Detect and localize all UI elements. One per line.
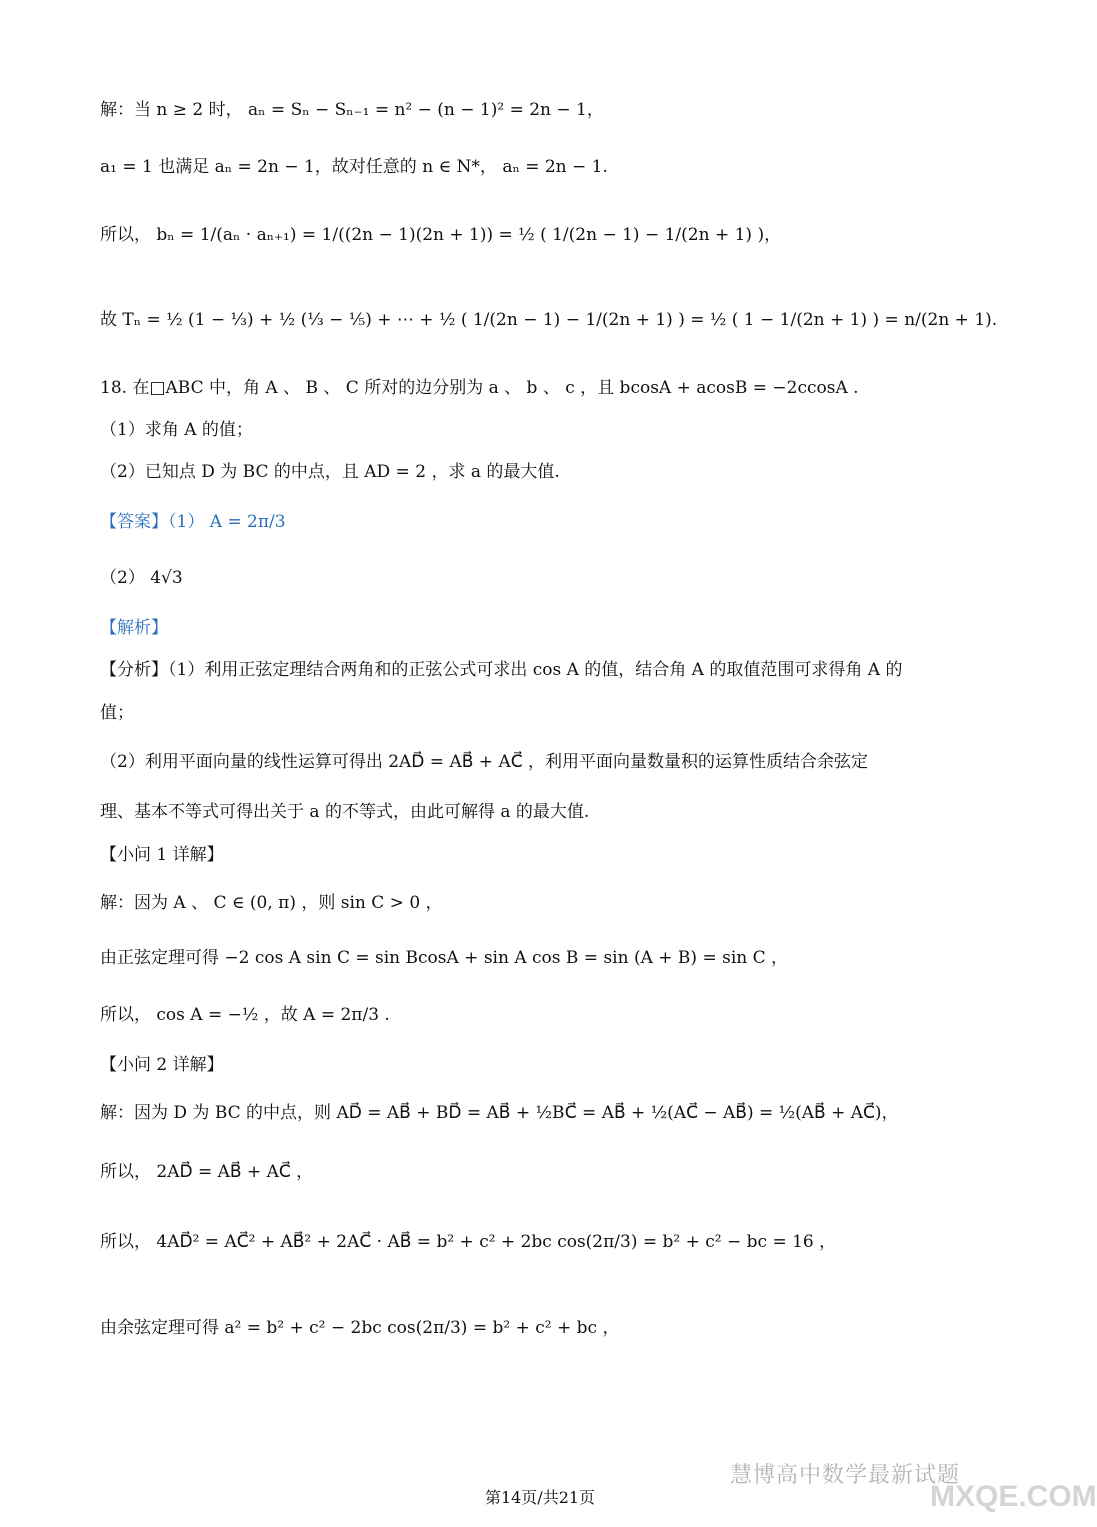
answer-part-2: （2） 4√3 [100, 568, 183, 588]
text-line: a₁ = 1 也满足 aₙ = 2n − 1，故对任意的 n ∈ N*， aₙ = 2n − 1. [100, 157, 608, 177]
text-line: 【分析】（1）利用正弦定理结合两角和的正弦公式可求出 cos A 的值，结合角 A 的取值范围可求得角 A 的 [100, 660, 903, 680]
page-footer: 第14页/共21页 [484, 1488, 596, 1507]
section-heading: 【小问 2 详解】 [100, 1055, 224, 1075]
watermark-logo: MXQE.COM [930, 1480, 1097, 1513]
watermark: 慧博高中数学最新试题 [730, 1463, 961, 1488]
text-line: 值； [100, 703, 134, 723]
text-line: 所以， 4AD⃗² = AC⃗² + AB⃗² + 2AC⃗ · AB⃗ = b² + c² + 2bc cos(2π/3) = b² + c² − bc = 16 ， [100, 1232, 837, 1252]
analysis-heading: 【解析】 [100, 618, 168, 638]
section-heading: 【小问 1 详解】 [100, 845, 224, 865]
text-line: 所以， bₙ = 1/(aₙ · aₙ₊₁) = 1/((2n − 1)(2n + 1)) = ½ ( 1/(2n − 1) − 1/(2n + 1) )， [100, 225, 782, 245]
text-line: 所以， 2AD⃗ = AB⃗ + AC⃗ ， [100, 1162, 314, 1182]
answer-line: 【答案】（1） A = 2π/3 [100, 512, 286, 532]
text-line: 解：因为 D 为 BC 的中点，则 AD⃗ = AB⃗ + BD⃗ = AB⃗ + ½BC⃗ = AB⃗ + ½(AC⃗ − AB⃗) = ½(AB⃗ + AC⃗)， [100, 1103, 899, 1123]
question-part-2: （2）已知点 D 为 BC 的中点，且 AD = 2 ，求 a 的最大值. [100, 462, 560, 482]
text-line: 由余弦定理可得 a² = b² + c² − 2bc cos(2π/3) = b² + c² + bc ， [100, 1318, 620, 1338]
text-line: 理、基本不等式可得出关于 a 的不等式，由此可解得 a 的最大值. [100, 802, 590, 822]
text-line: 由正弦定理可得 −2 cos A sin C = sin BcosA + sin A cos B = sin (A + B) = sin C ， [100, 948, 789, 968]
text-line: 所以， cos A = −½ ，故 A = 2π/3 . [100, 1005, 390, 1025]
text-line: 解：当 n ≥ 2 时， aₙ = Sₙ − Sₙ₋₁ = n² − (n − 1)² = 2n − 1， [100, 100, 604, 120]
question-part-1: （1）求角 A 的值； [100, 420, 253, 440]
question-title: 18. 在□ABC 中，角 A 、 B 、 C 所对的边分别为 a 、 b 、 c ，且 bcosA + acosB = −2ccosA . [100, 378, 859, 398]
text-line: （2）利用平面向量的线性运算可得出 2AD⃗ = AB⃗ + AC⃗ ，利用平面向量数量积的运算性质结合余弦定 [100, 752, 868, 772]
text-line: 解：因为 A 、 C ∈ (0, π) ，则 sin C > 0 ， [100, 893, 443, 913]
text-line: 故 Tₙ = ½ (1 − ⅓) + ½ (⅓ − ⅕) + ⋯ + ½ ( 1/(2n − 1) − 1/(2n + 1) ) = ½ ( 1 − 1/(2n + 1) ) = n/(2n + 1). [100, 310, 998, 330]
